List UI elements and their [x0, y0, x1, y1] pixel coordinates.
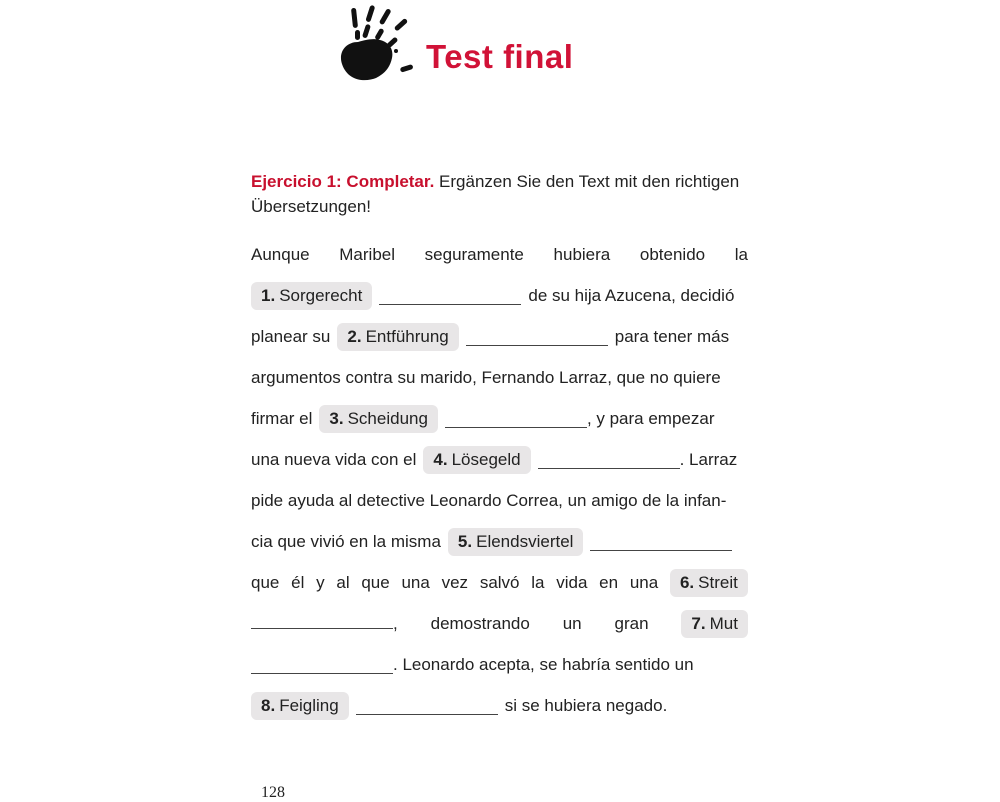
word: hubiera	[553, 245, 611, 264]
word: una	[629, 573, 659, 592]
hint-number: 1.	[261, 285, 276, 305]
text-segment: . Leonardo acepta, se habría sentido un	[393, 655, 694, 674]
text-line-8	[251, 521, 748, 562]
hint-number: 8.	[261, 695, 276, 715]
hint-number: 2.	[347, 326, 362, 346]
text-line-1	[251, 234, 748, 275]
page-title: Test final	[426, 38, 574, 75]
exercise-label: Ejercicio 1: Completar.	[251, 172, 435, 191]
text-segment: firmar el	[251, 409, 313, 428]
hint-number: 7.	[691, 613, 706, 633]
hint-number: 4.	[433, 449, 448, 469]
exercise-heading	[251, 169, 751, 219]
text-line-3	[251, 316, 748, 357]
word: Aunque	[251, 245, 310, 264]
word: vida	[556, 573, 588, 592]
text-segment: planear su	[251, 327, 331, 346]
hint-number: 6.	[679, 572, 695, 592]
blank-with-comma	[251, 603, 398, 644]
text-segment: para tener más	[614, 327, 730, 346]
word: una	[401, 573, 430, 592]
exercise-instruction: Ergänzen Sie den Text mit den richtigen Übersetzungen!	[251, 172, 740, 216]
text-line-2	[251, 275, 748, 316]
word: un	[562, 614, 582, 633]
hint-word: Streit	[698, 572, 738, 592]
text-line-11	[251, 644, 748, 685]
handprint-icon	[336, 2, 426, 90]
text-line-10	[251, 603, 748, 644]
hint-word: Elendsviertel	[476, 531, 574, 551]
text-line-9	[251, 562, 748, 603]
vocab-hint-2	[337, 323, 458, 351]
answer-blank-7[interactable]	[251, 655, 393, 674]
word: seguramente	[424, 245, 524, 264]
page-number: 128	[261, 784, 285, 801]
answer-blank-8[interactable]	[356, 696, 498, 715]
word: que	[361, 573, 390, 592]
cloze-text	[251, 234, 748, 726]
vocab-hint-5	[448, 528, 584, 556]
answer-blank-6[interactable]	[251, 610, 393, 629]
answer-blank-4[interactable]	[538, 450, 680, 469]
vocab-hint-3	[319, 405, 438, 433]
text-line-7	[251, 480, 748, 521]
vocab-hint-1	[251, 282, 372, 310]
word: salvó	[479, 573, 520, 592]
text-line-12	[251, 685, 748, 726]
vocab-hint-7	[681, 610, 748, 638]
text-segment: argumentos contra su marido, Fernando Larraz, que no quiere	[251, 368, 721, 387]
text-segment: cia que vivió en la misma	[251, 532, 441, 551]
vocab-hint-8	[251, 692, 349, 720]
hint-number: 3.	[329, 408, 344, 428]
text-segment: . Larraz	[679, 450, 738, 469]
word: al	[336, 573, 350, 592]
text-line-5	[251, 398, 748, 439]
word: vez	[441, 573, 469, 592]
hint-word: Feigling	[279, 695, 339, 715]
hint-word: Entführung	[365, 326, 449, 346]
word: él	[291, 573, 305, 592]
word: la	[531, 573, 545, 592]
text-line-6	[251, 439, 748, 480]
hint-number: 5.	[457, 531, 473, 551]
hint-word: Mut	[709, 613, 738, 633]
text-segment: , y para empezar	[586, 409, 715, 428]
hint-word: Sorgerecht	[279, 285, 363, 305]
word: obtenido	[639, 245, 706, 264]
vocab-hint-6	[670, 569, 748, 597]
word: que	[251, 573, 280, 592]
hint-word: Scheidung	[347, 408, 428, 428]
word: la	[734, 245, 748, 264]
text-line-4	[251, 357, 748, 398]
answer-blank-5[interactable]	[590, 532, 732, 551]
word: y	[316, 573, 325, 592]
page-header	[336, 2, 636, 92]
text-segment: una nueva vida con el	[251, 450, 417, 469]
word: en	[599, 573, 619, 592]
answer-blank-2[interactable]	[466, 327, 608, 346]
answer-blank-1[interactable]	[379, 286, 521, 305]
text-segment: si se hubiera negado.	[504, 696, 668, 715]
word: gran	[614, 614, 649, 633]
punctuation: ,	[393, 614, 398, 633]
vocab-hint-4	[423, 446, 530, 474]
answer-blank-3[interactable]	[445, 409, 587, 428]
text-segment: de su hija Azucena, decidió	[528, 286, 735, 305]
word: Maribel	[339, 245, 396, 264]
hint-word: Lösegeld	[451, 449, 521, 469]
text-segment: pide ayuda al detective Leonardo Correa, un amigo de la infan-	[251, 491, 727, 510]
word: demostrando	[430, 614, 530, 633]
